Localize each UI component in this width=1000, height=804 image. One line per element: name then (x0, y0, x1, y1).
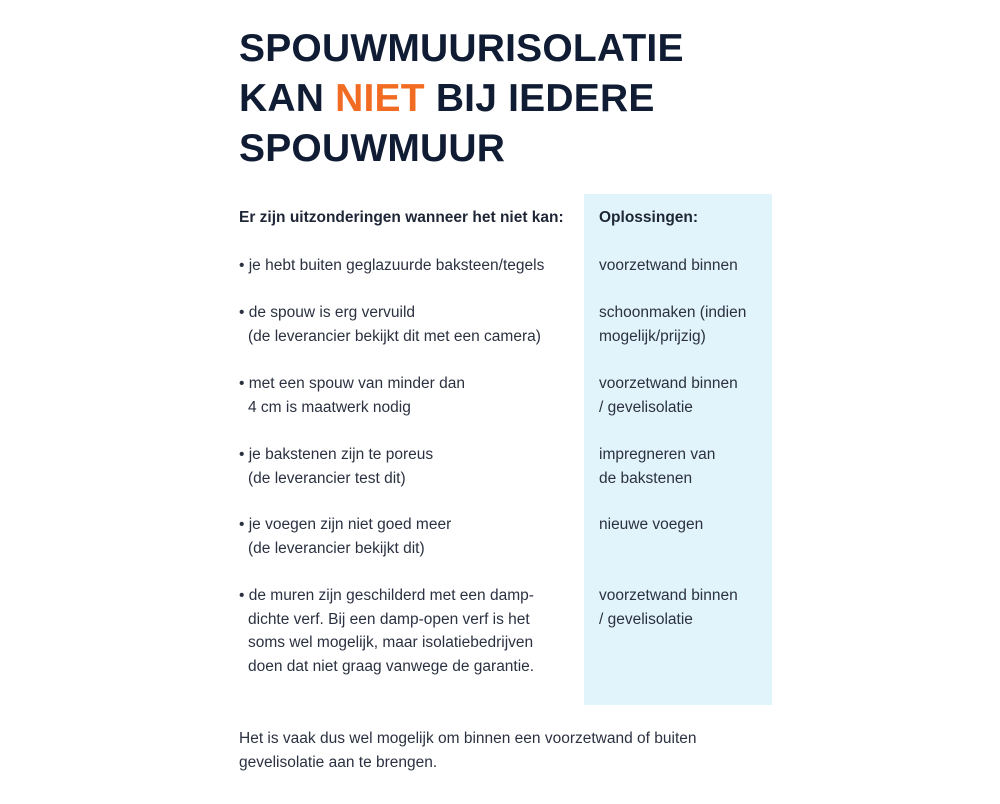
solutions-heading: Oplossingen: (599, 209, 699, 226)
exceptions-column (239, 206, 584, 675)
title-line-2-end: BIJ IEDERE (424, 77, 655, 120)
exception-line: doen dat niet graag vanwege de garantie. (248, 657, 535, 675)
solution-line: voorzetwand binnen (599, 257, 738, 274)
exception-item (239, 372, 465, 419)
exception-line: • de muren zijn geschilderd met een damp- (239, 587, 534, 604)
solution-item (599, 513, 703, 537)
solution-item (599, 372, 738, 419)
footer-line: gevelisolatie aan te brengen. (239, 753, 438, 771)
title-line-1: SPOUWMUURISOLATIE (239, 27, 684, 70)
exception-line: (de leverancier bekijkt dit met een camera) (248, 327, 541, 345)
solution-line: / gevelisolatie (599, 398, 693, 416)
exception-line: • met een spouw van minder dan (239, 375, 465, 392)
exception-item (239, 584, 534, 678)
solution-item (599, 443, 715, 490)
exception-line: soms wel mogelijk, maar isolatiebedrijven (248, 634, 534, 651)
exception-item (239, 301, 541, 348)
title-line-2 (239, 74, 799, 124)
solution-line: de bakstenen (599, 469, 693, 487)
solutions-column (599, 206, 769, 628)
page-title (239, 24, 799, 174)
footer-line: Het is vaak dus wel mogelijk om binnen een voorzetwand of buiten (239, 730, 697, 747)
solution-line: nieuwe voegen (599, 516, 704, 533)
exception-line: (de leverancier test dit) (248, 469, 406, 487)
title-accent-word: NIET (335, 77, 425, 120)
exception-line: dichte verf. Bij een damp-open verf is het (248, 610, 530, 628)
exception-item (239, 443, 433, 490)
solution-line: mogelijk/prijzig) (599, 327, 706, 345)
exception-line: • de spouw is erg vervuild (239, 304, 416, 321)
solution-line: schoonmaken (indien (599, 304, 747, 321)
exception-line: • je bakstenen zijn te poreus (239, 446, 434, 463)
exception-item (239, 254, 544, 278)
solution-item (599, 254, 738, 278)
solution-item (599, 584, 738, 631)
solution-item (599, 301, 746, 348)
footer-paragraph (239, 727, 799, 774)
solution-line: voorzetwand binnen (599, 587, 738, 604)
solution-line: impregneren van (599, 446, 716, 463)
title-line-2-start: KAN (239, 77, 336, 120)
exception-line: • je hebt buiten geglazuurde baksteen/tegels (239, 257, 545, 274)
exceptions-heading: Er zijn uitzonderingen wanneer het niet kan: (239, 209, 564, 226)
exception-line: (de leverancier bekijkt dit) (248, 539, 425, 557)
exception-item (239, 513, 451, 560)
solution-line: voorzetwand binnen (599, 375, 738, 392)
title-line-3: SPOUWMUUR (239, 127, 506, 170)
exception-line: • je voegen zijn niet goed meer (239, 516, 452, 533)
exception-line: 4 cm is maatwerk nodig (248, 398, 411, 416)
solution-line: / gevelisolatie (599, 610, 693, 628)
